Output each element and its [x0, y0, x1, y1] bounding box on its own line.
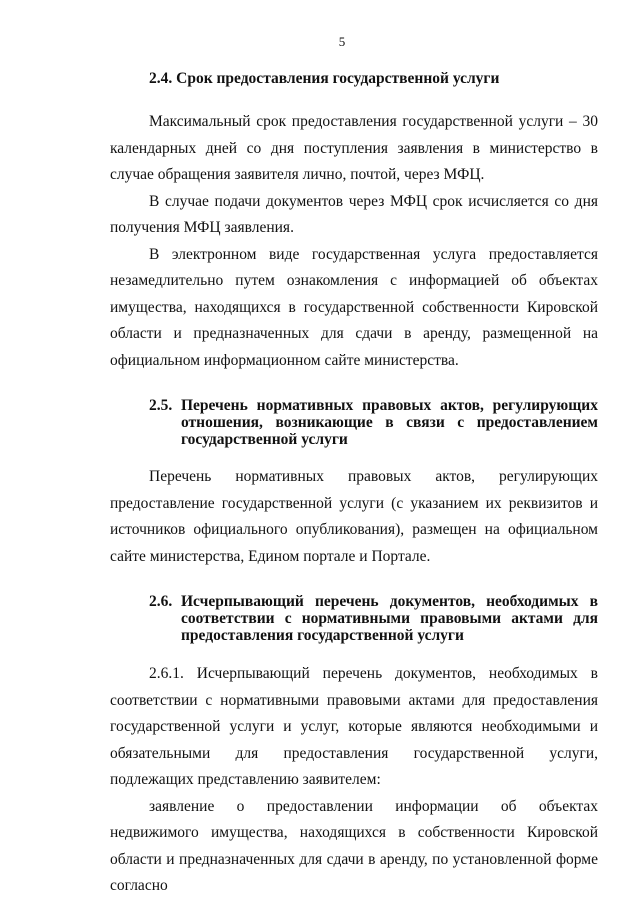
section-2-4-paragraph: В случае подачи документов через МФЦ срок исчисляется со дня получения МФЦ заявления.: [110, 192, 598, 236]
document-body: [110, 70, 598, 900]
page-number: 5: [338, 34, 346, 49]
section-2-4-heading: 2.4. Срок предоставления государственной услуги: [149, 70, 500, 87]
section-number: 2.6.: [149, 593, 173, 610]
section-2-5-paragraph: Перечень нормативных правовых актов, регулирующих предоставление государственной услуги (с указанием их реквизитов и источников официального опубликования), размещен на официальном сайте министерства, Едином портале и Портале.: [110, 468, 598, 565]
section-number: 2.5.: [149, 397, 173, 414]
section-2-6-heading: [110, 593, 598, 644]
section-title: Исчерпывающий перечень документов, необходимых в соответствии с нормативными правовыми актами для предоставления государственной услуги: [181, 593, 598, 644]
section-2-6-paragraph: 2.6.1. Исчерпывающий перечень документов, необходимых в соответствии с нормативными правовыми актами для предоставления государственной услуги и услуг, которые являются необходимыми и обязательными для предоставления государственной услуги, подлежащих представлению заявителем:: [110, 665, 598, 788]
section-title: Перечень нормативных правовых актов, регулирующих отношения, возникающие в связи с предоставлением государственной услуги: [181, 397, 598, 448]
section-2-4-paragraph: В электронном виде государственная услуга предоставляется незамедлительно путем ознакомления с информацией об объектах имущества, находящихся в государственной собственности Кировской области и предназначенных для сдачи в аренду, размещенной на официальном информационном сайте министерства.: [110, 245, 598, 369]
section-2-4-paragraph: Максимальный срок предоставления государственной услуги – 30 календарных дней со дня поступления заявления в министерство в случае обращения заявителя лично, почтой, через МФЦ.: [110, 113, 598, 183]
section-2-5-heading: [110, 397, 598, 448]
section-2-6-paragraph: заявление о предоставлении информации об объектах недвижимого имущества, находящихся в собственности Кировской области и предназначенных для сдачи в аренду, по установленной форме согласно: [110, 797, 598, 894]
